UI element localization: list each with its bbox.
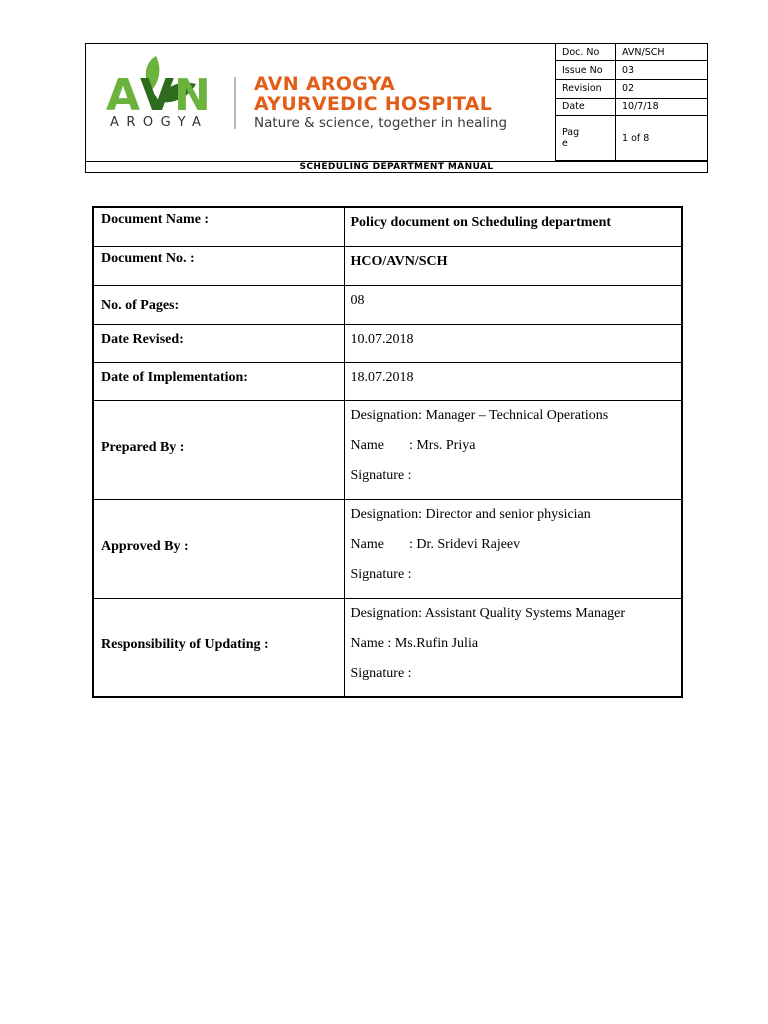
approved-designation: Designation: Director and senior physician <box>350 506 591 522</box>
doc-no-label: Doc. No <box>556 44 616 61</box>
page-value: 1 of 8 <box>616 116 709 161</box>
document-header <box>85 43 708 173</box>
svg-text:N: N <box>174 70 207 121</box>
pages-label: No. of Pages: <box>93 285 344 324</box>
document-name-value: Policy document on Scheduling department <box>344 207 682 246</box>
revision-label: Revision <box>556 79 616 98</box>
table-row <box>93 598 682 697</box>
logo-divider <box>234 77 236 129</box>
table-row <box>93 246 682 285</box>
hospital-name-line2: AYURVEDIC HOSPITAL <box>254 93 493 115</box>
approved-by-label: Approved By : <box>93 499 344 598</box>
logo-area <box>86 44 556 161</box>
page-label <box>556 116 616 161</box>
document-no-label: Document No. : <box>93 246 344 285</box>
date-revised-label: Date Revised: <box>93 324 344 362</box>
table-row <box>93 400 682 499</box>
prepared-by-details <box>344 400 682 499</box>
prepared-by-label: Prepared By : <box>93 400 344 499</box>
issue-no-value: 03 <box>616 61 709 80</box>
approved-name-value: : Dr. Sridevi Rajeev <box>408 536 521 552</box>
document-control-table <box>92 206 683 698</box>
prepared-signature: Signature : <box>350 467 412 483</box>
table-row <box>93 324 682 362</box>
date-label: Date <box>556 98 616 116</box>
revision-value: 02 <box>616 79 709 98</box>
updating-label: Responsibility of Updating : <box>93 598 344 697</box>
date-revised-value: 10.07.2018 <box>344 324 682 362</box>
issue-no-label: Issue No <box>556 61 616 80</box>
document-meta-table <box>556 44 708 161</box>
table-row <box>93 207 682 246</box>
date-value: 10/7/18 <box>616 98 709 116</box>
implementation-label: Date of Implementation: <box>93 362 344 400</box>
page-label-part2: e <box>562 138 568 150</box>
updating-details <box>344 598 682 697</box>
table-row <box>93 362 682 400</box>
approved-signature: Signature : <box>350 566 412 582</box>
prepared-name-value: : Mrs. Priya <box>408 437 476 453</box>
updating-name: Name : Ms.Rufin Julia <box>350 635 479 651</box>
hospital-tagline: Nature & science, together in healing <box>254 115 508 131</box>
approved-name <box>351 536 676 566</box>
prepared-name <box>351 437 676 467</box>
hospital-name-line1: AVN AROGYA <box>254 73 395 95</box>
svg-text:A: A <box>106 70 137 121</box>
prepared-designation: Designation: Manager – Technical Operations <box>350 407 609 423</box>
manual-title: SCHEDULING DEPARTMENT MANUAL <box>86 161 707 173</box>
approved-name-label: Name <box>350 536 384 552</box>
implementation-value: 18.07.2018 <box>344 362 682 400</box>
page-label-part1: Pag <box>562 127 580 139</box>
svg-text:V: V <box>140 70 171 121</box>
updating-signature: Signature : <box>350 665 412 681</box>
pages-value: 08 <box>344 285 682 324</box>
table-row <box>93 285 682 324</box>
prepared-name-label: Name <box>350 437 384 453</box>
document-no-value: HCO/AVN/SCH <box>344 246 682 285</box>
table-row <box>93 499 682 598</box>
updating-designation: Designation: Assistant Quality Systems Manager <box>350 605 626 621</box>
doc-no-value: AVN/SCH <box>616 44 709 61</box>
document-name-label: Document Name : <box>93 207 344 246</box>
logo-subtext: AROGYA <box>110 115 209 130</box>
approved-by-details <box>344 499 682 598</box>
